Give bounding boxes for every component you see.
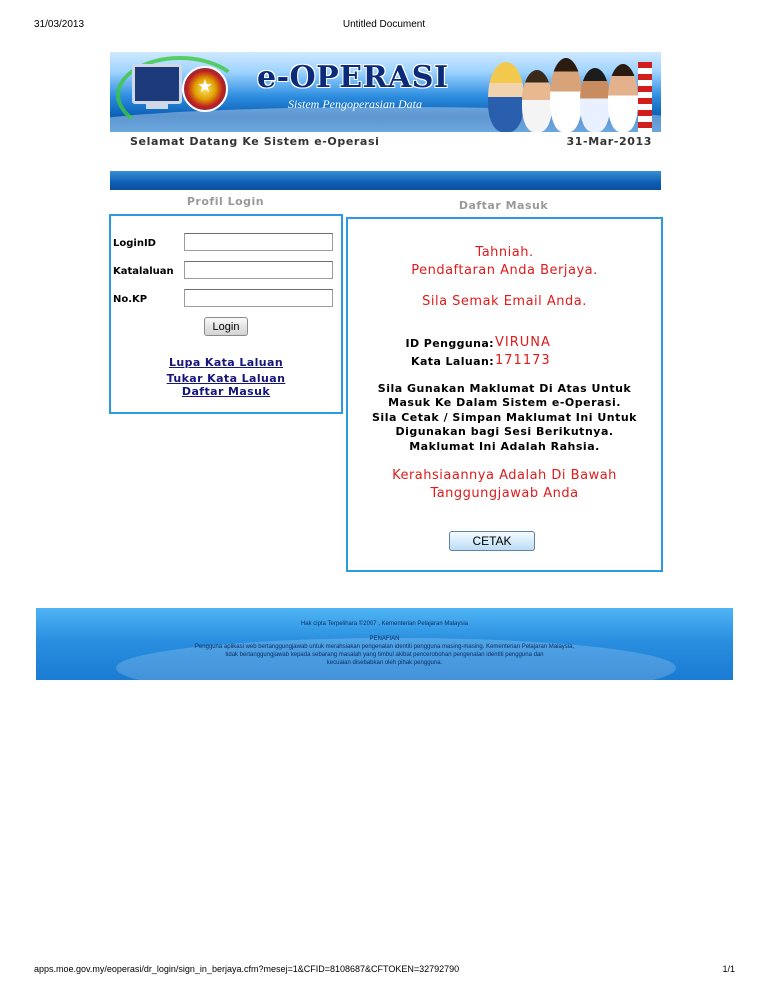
register-link[interactable]: Daftar Masuk: [181, 385, 271, 398]
print-button[interactable]: CETAK: [449, 531, 535, 551]
disclaimer-line: tidak bertanggungjawab kepada sebarang masalah yang timbul akibat pencerobohan pengenalan identiti pengguna dan: [225, 652, 544, 658]
loginid-label: LoginID: [113, 238, 156, 249]
success-heading: Tahniah.: [475, 245, 534, 260]
nokp-input[interactable]: [184, 289, 333, 307]
page-url: apps.moe.gov.my/eoperasi/dr_login/sign_in_berjaya.cfm?mesej=1&CFID=8108687&CFTOKEN=32792790: [34, 964, 460, 974]
logo-subtitle: Sistem Pengoperasian Data: [288, 97, 422, 111]
instruction-line: Maklumat Ini Adalah Rahsia.: [409, 440, 600, 453]
instruction-line: Masuk Ke Dalam Sistem e-Operasi.: [388, 396, 621, 409]
user-id-value: VIRUNA: [495, 335, 551, 350]
success-message: Pendaftaran Anda Berjaya.: [411, 263, 598, 278]
print-title: Untitled Document: [342, 19, 426, 30]
user-id-label: ID Pengguna:: [405, 337, 494, 350]
login-button[interactable]: Login: [204, 317, 248, 336]
forgot-password-link[interactable]: Lupa Kata Laluan: [168, 356, 284, 369]
disclaimer-line: kecuaian disebabkan oleh pihak pengguna.: [326, 660, 443, 666]
copyright-text: Hak cipta Terpelihara ©2007 , Kementerian Pelajaran Malaysia: [300, 621, 469, 627]
instruction-line: Digunakan bagi Sesi Berikutnya.: [395, 425, 614, 438]
ministry-crest-logo: [182, 66, 228, 112]
warning-message-cont: Tanggungjawab Anda: [430, 486, 579, 501]
student-figure: [522, 70, 552, 132]
student-figure: [608, 64, 638, 132]
print-date: 31/03/2013: [34, 19, 85, 30]
current-date: 31-Mar-2013: [566, 135, 652, 148]
student-figure: [488, 62, 524, 132]
monitor-stand-icon: [146, 104, 168, 109]
katalaluan-input[interactable]: [184, 261, 333, 279]
header-banner: [110, 52, 661, 132]
monitor-icon: [132, 64, 182, 104]
warning-message: Kerahsiaannya Adalah Di Bawah: [392, 468, 617, 483]
change-password-link[interactable]: Tukar Kata Laluan: [166, 372, 286, 385]
flag-graphic: [638, 62, 652, 132]
login-panel-title: Profil Login: [186, 195, 265, 208]
daftar-panel-title: Daftar Masuk: [458, 199, 549, 212]
email-notice: Sila Semak Email Anda.: [422, 294, 587, 309]
navigation-bar: [110, 171, 661, 190]
student-figure: [580, 68, 610, 132]
welcome-text: Selamat Datang Ke Sistem e-Operasi: [130, 135, 380, 148]
student-figure: [550, 58, 582, 132]
registration-result-panel: [346, 217, 663, 572]
disclaimer-line: Pengguna aplikasi web bertanggungjawab untuk merahsiakan pengenalan identiti pengguna masing-masing. Kementerian Pelajaran Malaysia,: [194, 644, 575, 650]
nokp-label: No.KP: [113, 294, 148, 305]
page-number: 1/1: [722, 964, 735, 974]
logo-title: e-OPERASI: [257, 60, 449, 95]
katalaluan-label: Katalaluan: [113, 266, 174, 277]
footer-banner: [36, 608, 733, 680]
crest-star-icon: ★: [196, 76, 214, 97]
password-value: 171173: [495, 353, 551, 368]
disclaimer-title: PENAFIAN: [369, 636, 400, 642]
loginid-input[interactable]: [184, 233, 333, 251]
instruction-line: Sila Cetak / Simpan Maklumat Ini Untuk: [372, 411, 637, 424]
login-panel: [109, 214, 343, 414]
instruction-line: Sila Gunakan Maklumat Di Atas Untuk: [377, 382, 632, 395]
password-label: Kata Laluan:: [411, 355, 494, 368]
